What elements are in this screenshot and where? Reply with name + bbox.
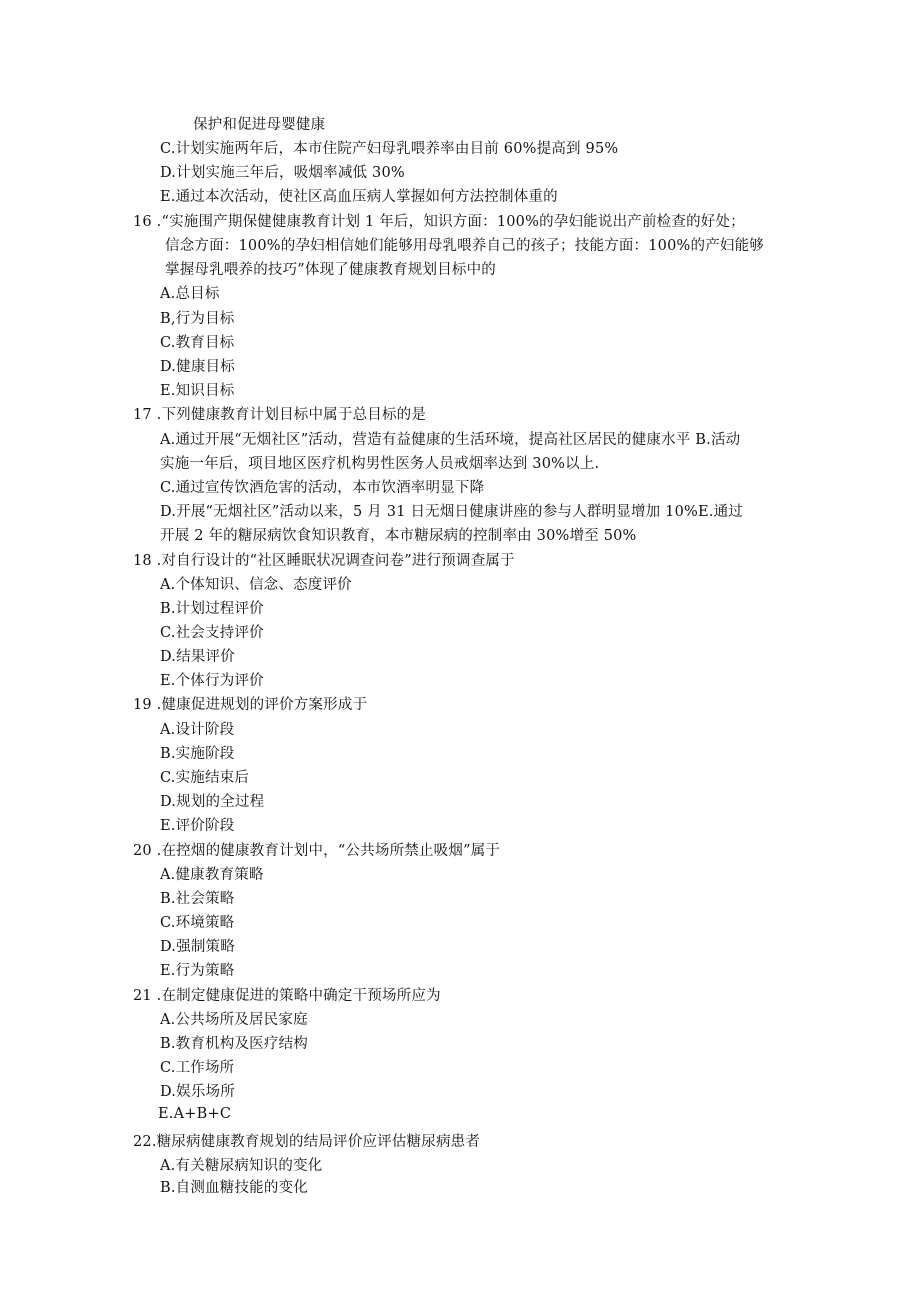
option-line: B.计划过程评价: [160, 601, 264, 617]
option-line: 实施一年后，项目地区医疗机构男性医务人员戒烟率达到 30%以上.: [160, 456, 600, 472]
option-line: E.评价阶段: [160, 818, 235, 834]
option-line: D.强制策略: [160, 939, 235, 955]
text-line: 保护和促进母婴健康: [193, 117, 326, 133]
option-line: A.健康教育策略: [160, 867, 264, 883]
option-line: B.实施阶段: [160, 746, 235, 762]
option-line: A.公共场所及居民家庭: [160, 1012, 308, 1028]
option-line: B.社会策略: [160, 891, 235, 907]
option-line: B,行为目标: [160, 311, 235, 327]
option-line: A.有关糖尿病知识的变化: [160, 1158, 323, 1174]
option-line: D.结果评价: [160, 649, 235, 665]
option-line: D.开展“无烟社区”活动以来，5 月 31 日无烟日健康讲座的参与人群明显增加 10%E.通过: [160, 504, 743, 520]
option-line: D.规划的全过程: [160, 794, 265, 810]
question-21: 21 .在制定健康促进的策略中确定干预场所应为: [133, 988, 441, 1004]
option-line: B.自测血糖技能的变化: [160, 1180, 308, 1196]
option-line: C.通过宣传饮酒危害的活动，本市饮酒率明显下降: [160, 480, 485, 496]
option-line: E.知识目标: [160, 383, 235, 399]
question-20: 20 .在控烟的健康教育计划中，“公共场所禁止吸烟”属于: [133, 843, 501, 859]
option-line: A.个体知识、信念、态度评价: [160, 577, 352, 593]
option-line: A.设计阶段: [160, 722, 235, 738]
option-line: A.总目标: [160, 286, 220, 302]
option-line: C.教育目标: [160, 335, 235, 351]
text-line: 掌握母乳喂养的技巧”体现了健康教育规划目标中的: [165, 262, 497, 278]
option-line: C.实施结束后: [160, 770, 250, 786]
question-22: 22.糖尿病健康教育规划的结局评价应评估糖尿病患者: [133, 1134, 481, 1150]
option-line: 开展 2 年的糖尿病饮食知识教育，本市糖尿病的控制率由 30%增至 50%: [160, 528, 637, 544]
option-line: C.工作场所: [160, 1060, 235, 1076]
option-line: D.健康目标: [160, 359, 235, 375]
option-line: D.计划实施三年后，吸烟率减低 30%: [160, 165, 405, 181]
option-line: C.社会支持评价: [160, 625, 264, 641]
option-line: D.娱乐场所: [160, 1084, 235, 1100]
question-19: 19 .健康促进规划的评价方案形成于: [133, 697, 368, 713]
text-line: 信念方面：100%的孕妇相信她们能够用母乳喂养自己的孩子；技能方面：100%的产妇能够: [165, 238, 765, 254]
question-18: 18 .对自行设计的“社区睡眠状况调查问卷”进行预调查属于: [133, 553, 515, 569]
option-line: A.通过开展“无烟社区”活动，营造有益健康的生活环境，提高社区居民的健康水平 B.活动: [160, 432, 741, 448]
option-line: C.计划实施两年后，本市住院产妇母乳喂养率由目前 60%提高到 95%: [160, 141, 619, 157]
option-line: C.环境策略: [160, 915, 235, 931]
question-16: 16 .“实施围产期保健健康教育计划 1 年后，知识方面：100%的孕妇能说出产前检查的好处；: [133, 214, 745, 230]
option-line: B.教育机构及医疗结构: [160, 1036, 308, 1052]
option-line: E.行为策略: [160, 963, 235, 979]
question-17: 17 .下列健康教育计划目标中属于总目标的是: [133, 407, 427, 423]
option-line: E.A+B+C: [158, 1106, 232, 1122]
option-line: E.个体行为评价: [160, 673, 264, 689]
option-line: E.通过本次活动，使社区高血压病人掌握如何方法控制体重的: [160, 189, 558, 205]
